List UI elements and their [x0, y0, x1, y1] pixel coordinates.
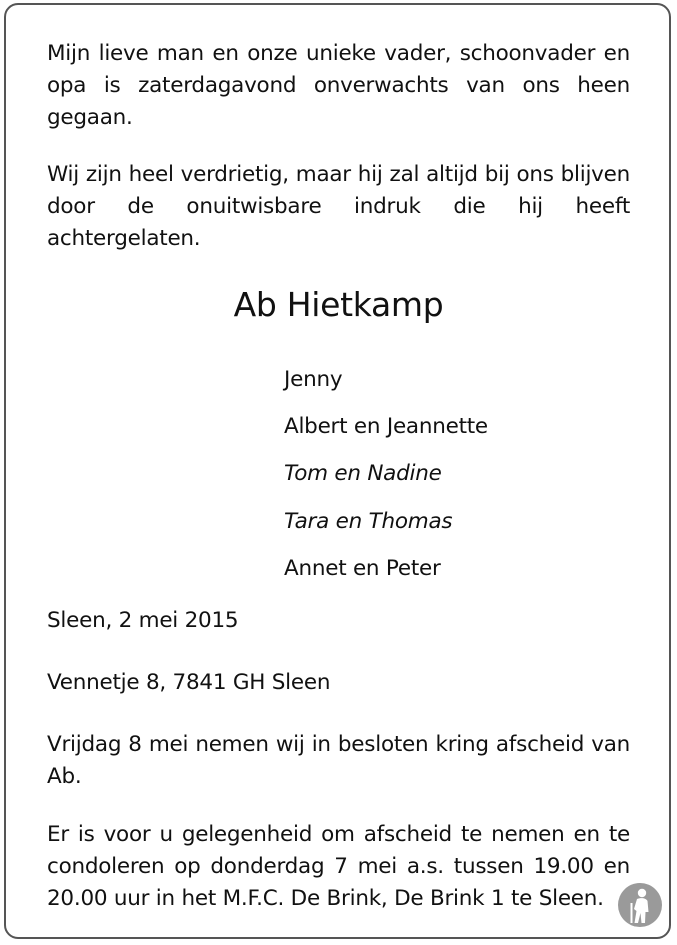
intro-paragraph: Mijn lieve man en onze unieke vader, schoonvader en opa is zaterdagavond onverwachts van ons heen gegaan.	[47, 41, 630, 130]
family-member: Tara en Thomas	[284, 508, 453, 534]
farewell-paragraph: Vrijdag 8 mei nemen wij in besloten kring afscheid van Ab.	[47, 732, 630, 789]
family-member: Jenny	[284, 367, 343, 392]
logo-head	[638, 889, 646, 897]
address: Vennetje 8, 7841 GH Sleen	[47, 670, 331, 695]
family-list	[284, 356, 488, 592]
family-member: Annet en Peter	[284, 555, 441, 581]
deceased-name: Ab Hietkamp	[233, 285, 444, 324]
family-member: Tom en Nadine	[284, 461, 442, 487]
sorrow-paragraph: Wij zijn heel verdrietig, maar hij zal altijd bij ons blijven door de onuitwisbare indruk die hij heeft achtergelaten.	[47, 162, 630, 251]
condolence-paragraph: Er is voor u gelegenheid om afscheid te nemen en te condoleren op donderdag 7 mei a.s. tussen 19.00 en 20.00 uur in het M.F.C. De Brink, De Brink 1 te Sleen.	[47, 822, 630, 911]
family-member: Albert en Jeannette	[284, 414, 488, 440]
mourning-figure-icon	[617, 882, 663, 928]
logo-cane	[631, 903, 633, 923]
place-date: Sleen, 2 mei 2015	[47, 608, 239, 633]
